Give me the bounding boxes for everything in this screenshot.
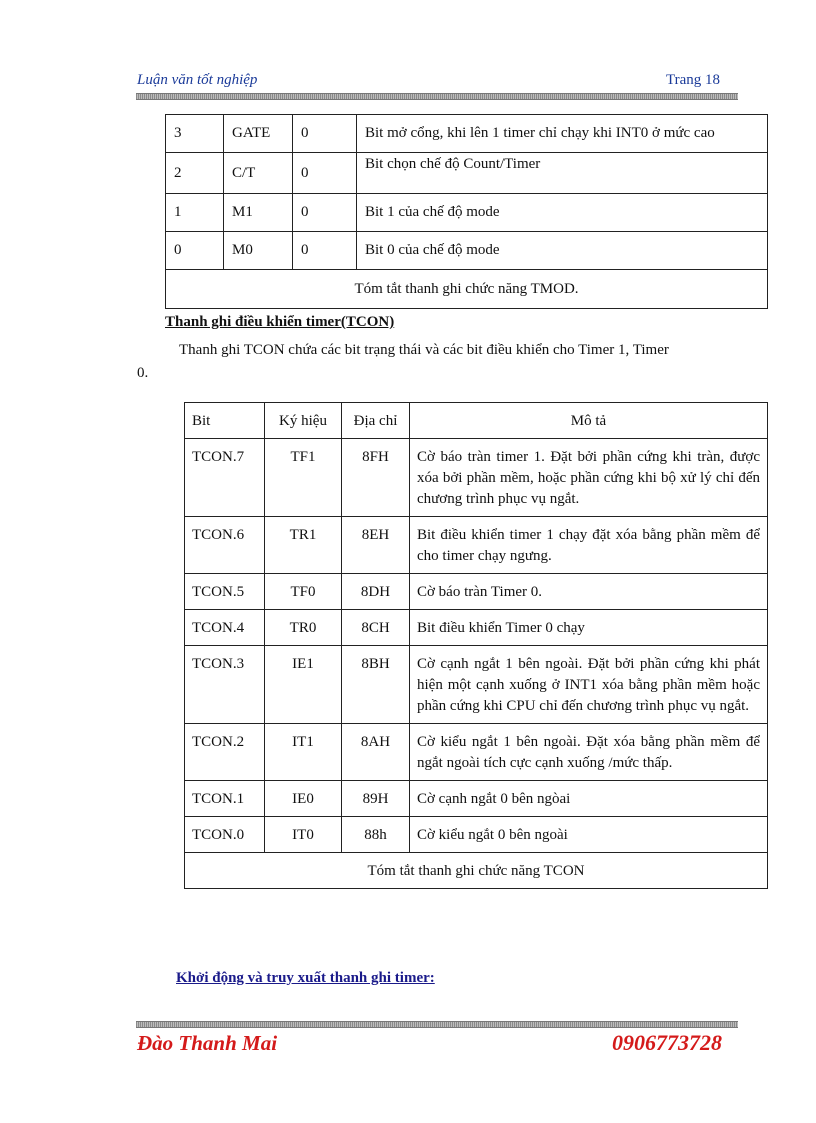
tcon-symbol-cell: TF0 <box>265 574 342 610</box>
table-row <box>166 232 768 270</box>
table-row <box>166 153 768 194</box>
tcon-desc-cell: Bit điều khiển timer 1 chạy đặt xóa bằng phần mềm để cho timer chạy ngưng. <box>410 517 768 574</box>
tcon-address-cell: 88h <box>342 817 410 853</box>
tmod-desc-cell: Bit 1 của chế độ mode <box>357 194 768 232</box>
tcon-bit-cell: TCON.3 <box>185 646 265 724</box>
tcon-symbol-cell: TR1 <box>265 517 342 574</box>
tcon-address-cell: 89H <box>342 781 410 817</box>
tmod-table-caption: Tóm tắt thanh ghi chức năng TMOD. <box>166 270 768 309</box>
tmod-desc-cell: Bit mở cổng, khi lên 1 timer chỉ chạy khi INT0 ở mức cao <box>357 115 768 153</box>
tmod-value-cell: 0 <box>293 153 357 194</box>
tcon-symbol-cell: TF1 <box>265 439 342 517</box>
table-row <box>166 270 768 309</box>
tcon-desc-cell: Cờ báo tràn timer 1. Đặt bởi phần cứng khi tràn, được xóa bởi phần mềm, hoặc phần cứng khi bộ xử lý chỉ đến chương trình phục vụ ngắt. <box>410 439 768 517</box>
tmod-symbol-cell: M0 <box>224 232 293 270</box>
table-row <box>166 194 768 232</box>
footer-phone: 0906773728 <box>612 1030 722 1055</box>
tmod-bit-cell: 3 <box>166 115 224 153</box>
table-row <box>185 646 768 724</box>
tcon-desc-cell: Cờ cạnh ngắt 0 bên ngòai <box>410 781 768 817</box>
tmod-desc-cell: Bit chọn chế độ Count/Timer <box>357 153 768 194</box>
tcon-address-cell: 8CH <box>342 610 410 646</box>
tcon-desc-cell: Cờ cạnh ngắt 1 bên ngoài. Đặt bởi phần cứng khi phát hiện một cạnh xuống ở INT1 xóa bằng phần mềm hoặc phần cứng khi CPU chỉ đến chương trình phục vụ ngắt. <box>410 646 768 724</box>
tcon-symbol-cell: IE1 <box>265 646 342 724</box>
tmod-bit-cell: 2 <box>166 153 224 194</box>
header-title: Luận văn tốt nghiệp <box>137 72 258 88</box>
tcon-desc-cell: Cờ báo tràn Timer 0. <box>410 574 768 610</box>
table-row <box>185 610 768 646</box>
header-page-number: Trang 18 <box>666 72 721 88</box>
col-header-symbol: Ký hiệu <box>265 403 342 439</box>
tcon-symbol-cell: IE0 <box>265 781 342 817</box>
tmod-bit-cell: 1 <box>166 194 224 232</box>
timer-access-section-title: Khởi động và truy xuất thanh ghi timer: <box>176 970 435 986</box>
tcon-address-cell: 8EH <box>342 517 410 574</box>
tmod-value-cell: 0 <box>293 194 357 232</box>
tcon-bit-cell: TCON.2 <box>185 724 265 781</box>
tmod-symbol-cell: M1 <box>224 194 293 232</box>
tcon-intro-line1: Thanh ghi TCON chứa các bit trạng thái và các bit điều khiển cho Timer 1, Timer <box>179 342 669 358</box>
tcon-desc-cell: Cờ kiểu ngắt 1 bên ngoài. Đặt xóa bằng phần mềm để ngắt ngoài tích cực cạnh xuống /mức thấp. <box>410 724 768 781</box>
footer-author: Đào Thanh Mai <box>137 1031 278 1055</box>
tcon-bit-cell: TCON.7 <box>185 439 265 517</box>
col-header-description: Mô tả <box>410 403 768 439</box>
tcon-desc-cell: Bit điều khiển Timer 0 chạy <box>410 610 768 646</box>
table-header-row <box>185 403 768 439</box>
tcon-bit-cell: TCON.0 <box>185 817 265 853</box>
tcon-symbol-cell: IT1 <box>265 724 342 781</box>
tmod-bit-cell: 0 <box>166 232 224 270</box>
tcon-bit-cell: TCON.5 <box>185 574 265 610</box>
tmod-symbol-cell: GATE <box>224 115 293 153</box>
table-row <box>185 781 768 817</box>
table-row <box>185 517 768 574</box>
tcon-intro-line2: 0. <box>137 365 149 381</box>
tcon-bit-cell: TCON.4 <box>185 610 265 646</box>
table-row <box>185 439 768 517</box>
tmod-table <box>165 114 768 309</box>
tcon-symbol-cell: TR0 <box>265 610 342 646</box>
tcon-desc-cell: Cờ kiểu ngắt 0 bên ngoài <box>410 817 768 853</box>
tcon-address-cell: 8FH <box>342 439 410 517</box>
tcon-bit-cell: TCON.1 <box>185 781 265 817</box>
footer-divider <box>136 1021 738 1028</box>
tmod-desc-cell: Bit 0 của chế độ mode <box>357 232 768 270</box>
table-row <box>185 574 768 610</box>
tmod-symbol-cell: C/T <box>224 153 293 194</box>
table-row <box>185 817 768 853</box>
table-row <box>185 853 768 889</box>
tcon-table <box>184 402 768 889</box>
tcon-bit-cell: TCON.6 <box>185 517 265 574</box>
table-row <box>185 724 768 781</box>
header-divider <box>136 93 738 100</box>
tcon-address-cell: 8BH <box>342 646 410 724</box>
tcon-symbol-cell: IT0 <box>265 817 342 853</box>
tcon-address-cell: 8DH <box>342 574 410 610</box>
col-header-bit: Bit <box>185 403 265 439</box>
table-row <box>166 115 768 153</box>
tcon-section-title: Thanh ghi điều khiển timer(TCON) <box>165 314 395 330</box>
tcon-table-caption: Tóm tắt thanh ghi chức năng TCON <box>185 853 768 889</box>
tmod-value-cell: 0 <box>293 115 357 153</box>
col-header-address: Địa chỉ <box>342 403 410 439</box>
tmod-value-cell: 0 <box>293 232 357 270</box>
tcon-address-cell: 8AH <box>342 724 410 781</box>
